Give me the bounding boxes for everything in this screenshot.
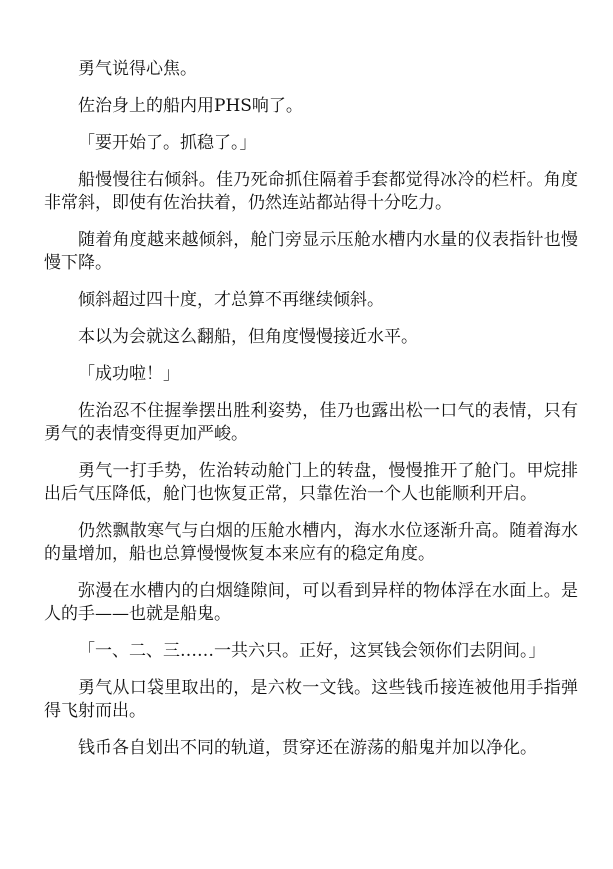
paragraph: 本以为会就这么翻船，但角度慢慢接近水平。 — [78, 327, 418, 347]
paragraph: 佐治忍不住握拳摆出胜利姿势，佳乃也露出松一口气的表情，只有勇气的表情变得更加严峻。 — [44, 401, 578, 444]
paragraph: 佐治身上的船内用PHS响了。 — [78, 96, 303, 116]
paragraph: 仍然飘散寒气与白烟的压舱水槽内，海水水位逐渐升高。随着海水的量增加，船也总算慢慢恢复本来应有的稳定角度。 — [44, 521, 578, 564]
paragraph: 钱币各自划出不同的轨道，贯穿还在游荡的船鬼并加以净化。 — [78, 738, 537, 758]
paragraph: 「要开始了。抓稳了。」 — [78, 133, 257, 153]
paragraph: 勇气说得心焦。 — [78, 59, 197, 79]
paragraph: 随着角度越来越倾斜，舱门旁显示压舱水槽内水量的仪表指针也慢慢下降。 — [44, 230, 578, 273]
paragraph: 「一、二、三……一共六只。正好，这冥钱会领你们去阴间。」 — [78, 641, 546, 661]
paragraph: 船慢慢往右倾斜。佳乃死命抓住隔着手套都觉得冰冷的栏杆。角度非常斜，即使有佐治扶着，仍然连站都站得十分吃力。 — [44, 170, 578, 213]
document-text — [44, 58, 578, 774]
paragraph: 倾斜超过四十度，才总算不再继续倾斜。 — [78, 290, 384, 310]
paragraph: 「成功啦！」 — [78, 364, 180, 384]
paragraph: 勇气一打手势，佐治转动舱门上的转盘，慢慢推开了舱门。甲烷排出后气压降低，舱门也恢复正常，只靠佐治一个人也能顺利开启。 — [44, 461, 578, 504]
paragraph: 勇气从口袋里取出的，是六枚一文钱。这些钱币接连被他用手指弹得飞射而出。 — [44, 678, 578, 721]
paragraph: 弥漫在水槽内的白烟缝隙间，可以看到异样的物体浮在水面上。是人的手——也就是船鬼。 — [44, 581, 578, 624]
